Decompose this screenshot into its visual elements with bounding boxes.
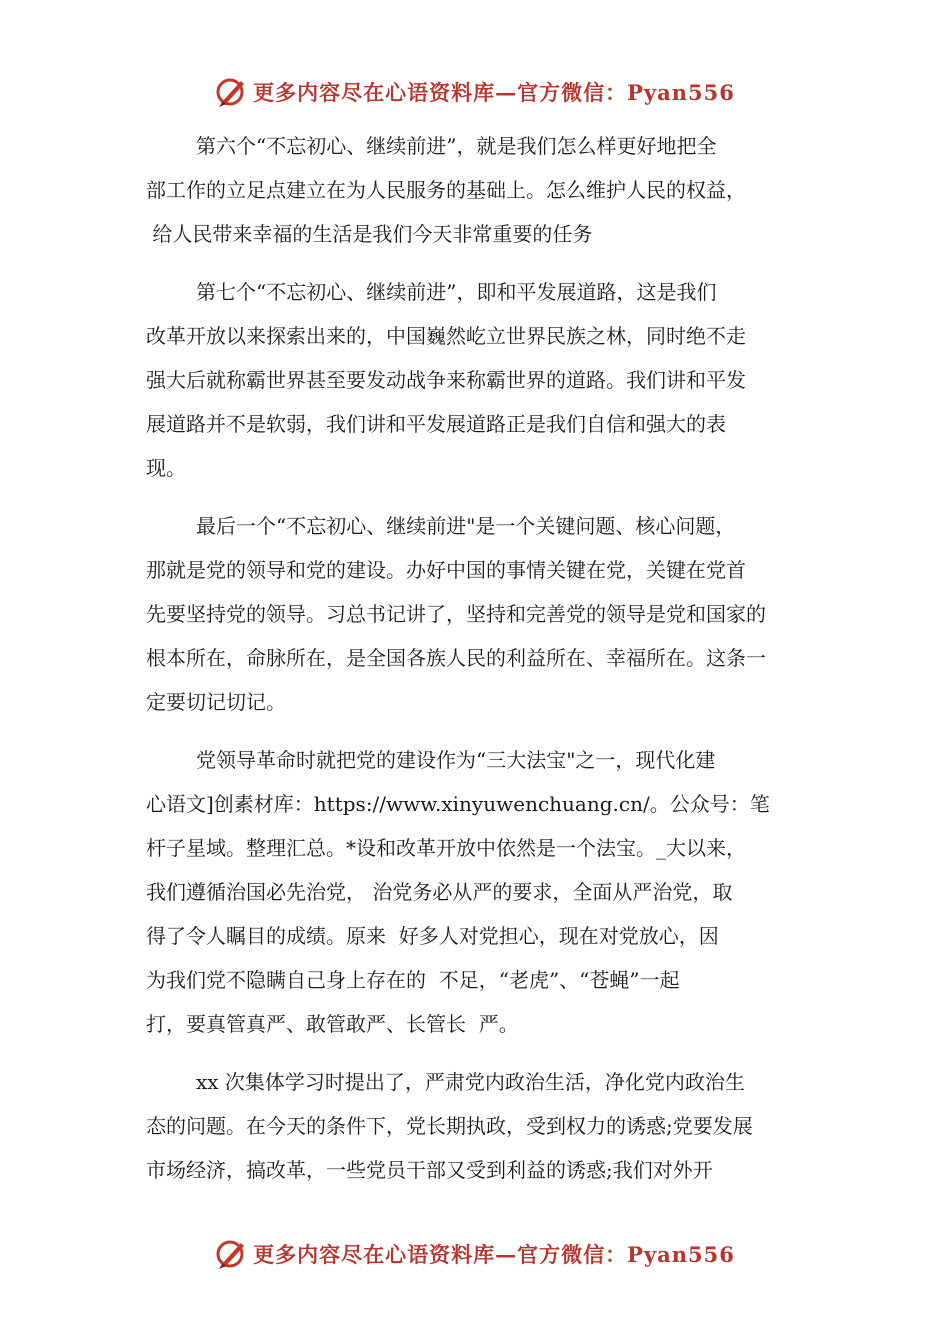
- text-line: 党领导革命时就把党的建设作为“三大法宝"之一，现代化建: [196, 748, 716, 772]
- paragraph: [146, 1060, 826, 1192]
- text-line: 展道路并不是软弱，我们讲和平发展道路正是我们自信和强大的表: [146, 412, 726, 436]
- banner-wechat-id: Pyan556: [627, 79, 735, 105]
- banner-wechat-id: Pyan556: [627, 1241, 735, 1267]
- banner-text: 更多内容尽在心语资料库—官方微信：: [253, 80, 628, 105]
- pen-logo-icon: [215, 1237, 249, 1271]
- text-line: 为我们党不隐瞒自己身上存在的 不足，“老虎”、“苍蝇”一起: [146, 968, 680, 992]
- paragraph: [146, 270, 826, 490]
- text-line: 先要坚持党的领导。习总书记讲了，坚持和完善党的领导是党和国家的: [146, 602, 766, 626]
- text-line: 那就是党的领导和党的建设。办好中国的事情关键在党，关键在党首: [146, 558, 746, 582]
- text-line: 根本所在，命脉所在，是全国各族人民的利益所在、幸福所在。这条一: [146, 646, 766, 670]
- text-line: xx 次集体学习时提出了，严肃党内政治生活，净化党内政治生: [196, 1070, 745, 1094]
- text-line: 杆子星域。整理汇总。*设和改革开放中依然是一个法宝。_大以来，: [146, 836, 746, 860]
- text-line: 改革开放以来探索出来的，中国巍然屹立世界民族之林，同时绝不走: [146, 324, 746, 348]
- text-line: 市场经济，搞改革，一些党员干部又受到利益的诱惑;我们对外开: [146, 1158, 713, 1182]
- paragraph: [146, 738, 826, 1046]
- text-line: 定要切记切记。: [146, 690, 286, 714]
- text-line: 给人民带来幸福的生活是我们今天非常重要的任务: [146, 222, 593, 246]
- text-line: 打，要真管真严、敢管敢严、长管长 严。: [146, 1012, 519, 1036]
- banner-text: 更多内容尽在心语资料库—官方微信：: [253, 1242, 628, 1267]
- text-line: 我们遵循治国必先治党， 治党务必从严的要求，全面从严治党，取: [146, 880, 733, 904]
- text-line: 态的问题。在今天的条件下，党长期执政，受到权力的诱惑;党要发展: [146, 1114, 753, 1138]
- paragraph: [146, 124, 826, 256]
- paragraph: [146, 504, 826, 724]
- text-line: 第七个“不忘初心、继续前进”，即和平发展道路，这是我们: [196, 280, 717, 304]
- header-banner: [0, 72, 950, 112]
- text-line: 第六个“不忘初心、继续前进”，就是我们怎么样更好地把全: [196, 134, 717, 158]
- text-line: 得了令人瞩目的成绩。原来 好多人对党担心，现在对党放心，因: [146, 924, 719, 948]
- text-line: 心语文]创素材库：https://www.xinyuwenchuang.cn/。公众号：笔: [146, 792, 770, 816]
- text-line: 强大后就称霸世界甚至要发动战争来称霸世界的道路。我们讲和平发: [146, 368, 746, 392]
- text-line: 部工作的立足点建立在为人民服务的基础上。怎么维护人民的权益，: [146, 178, 746, 202]
- text-line: 现。: [146, 456, 186, 480]
- text-line: 最后一个“不忘初心、继续前进"是一个关键问题、核心问题，: [196, 514, 736, 538]
- document-body: [146, 124, 826, 1206]
- pen-logo-icon: [215, 75, 249, 109]
- footer-banner: [0, 1234, 950, 1274]
